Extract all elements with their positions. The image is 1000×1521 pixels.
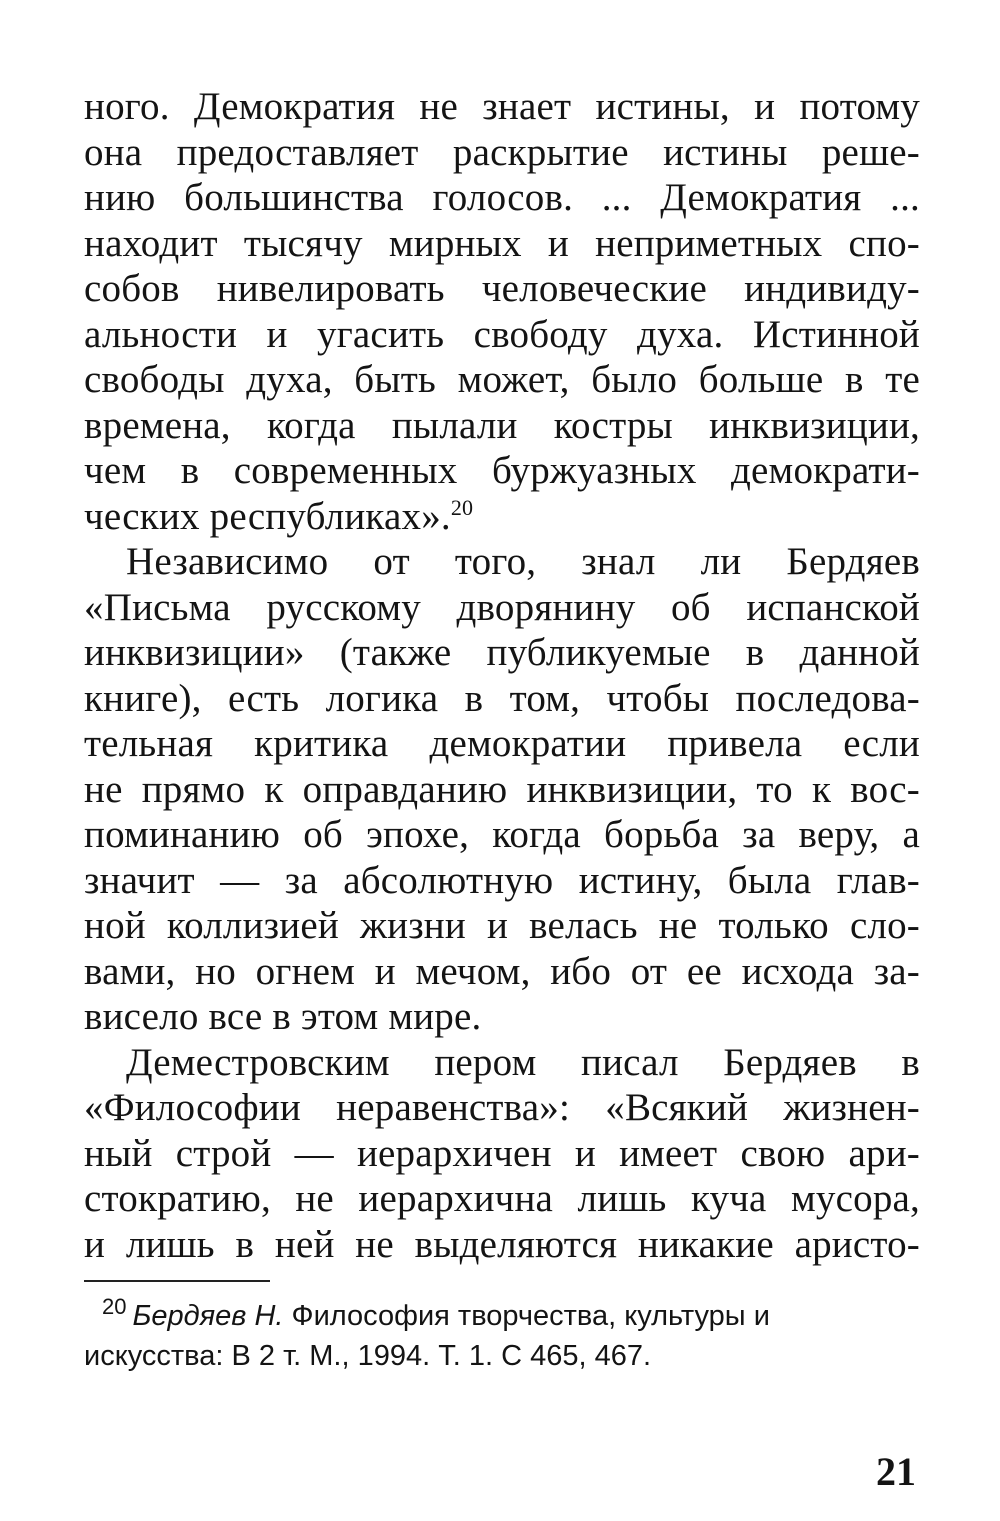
footnote-line: искусства: В 2 т. М., 1994. Т. 1. С 465, 467. <box>84 1340 652 1372</box>
text-line: находит тысячу мирных и неприметных спо- <box>84 221 920 265</box>
text-line: вами, но огнем и мечом, ибо от ее исхода за- <box>84 949 920 993</box>
text-line: не прямо к оправданию инквизиции, то к вос- <box>84 767 920 811</box>
text-line: инквизиции» (также публикуемые в данной <box>84 631 920 674</box>
footnote-separator <box>84 1280 270 1282</box>
text-line: стократию, не иерархична лишь куча мусора, <box>84 1177 920 1220</box>
text-line: времена, когда пылали костры инквизиции, <box>84 403 920 447</box>
text-line: «Философии неравенства»: «Всякий жизнен- <box>84 1086 920 1129</box>
text-line: ный строй — иерархичен и имеет свою ари- <box>84 1131 920 1175</box>
footnote-author: Бердяев Н. <box>132 1300 284 1332</box>
footnote-number: 20 <box>102 1294 127 1320</box>
text-line: значит — за абсолютную истину, была глав- <box>84 858 920 902</box>
text-line: собов нивелировать человеческие индивиду- <box>84 267 920 310</box>
text-line: чем в современных буржуазных демократи- <box>84 449 920 492</box>
footnote-text: Философия творчества, культуры и <box>283 1300 770 1332</box>
text-line-with-footnote <box>84 494 920 540</box>
text-line: ного. Демократия не знает истины, и потому <box>84 85 920 128</box>
footnote <box>84 1296 920 1376</box>
text-line: ческих республиках». <box>84 494 451 538</box>
page-number: 21 <box>876 1449 916 1494</box>
text-line: книге), есть логика в том, чтобы последова- <box>84 676 920 720</box>
footnote-reference[interactable]: 20 <box>450 494 474 520</box>
text-line: висело все в этом мире. <box>84 995 482 1038</box>
text-line: тельная критика демократии привела если <box>84 722 920 765</box>
text-line: она предоставляет раскрытие истины реше- <box>84 130 920 174</box>
text-line: поминанию об эпохе, когда борьба за веру, а <box>84 813 920 856</box>
main-text <box>84 84 920 1267</box>
text-line: и лишь в ней не выделяются никакие аристо- <box>84 1222 920 1266</box>
text-line: альности и угасить свободу духа. Истинной <box>84 312 920 356</box>
text-line: нию большинства голосов. ... Демократия ... <box>84 176 920 219</box>
text-line: Независимо от того, знал ли Бердяев <box>126 540 920 583</box>
text-line: ной коллизией жизни и велась не только сло- <box>84 904 920 947</box>
text-line: «Письма русскому дворянину об испанской <box>84 585 920 629</box>
text-line: Деместровским пером писал Бердяев в <box>126 1040 920 1084</box>
text-line: свободы духа, быть может, было больше в те <box>84 358 920 401</box>
footnote-line <box>84 1296 920 1336</box>
